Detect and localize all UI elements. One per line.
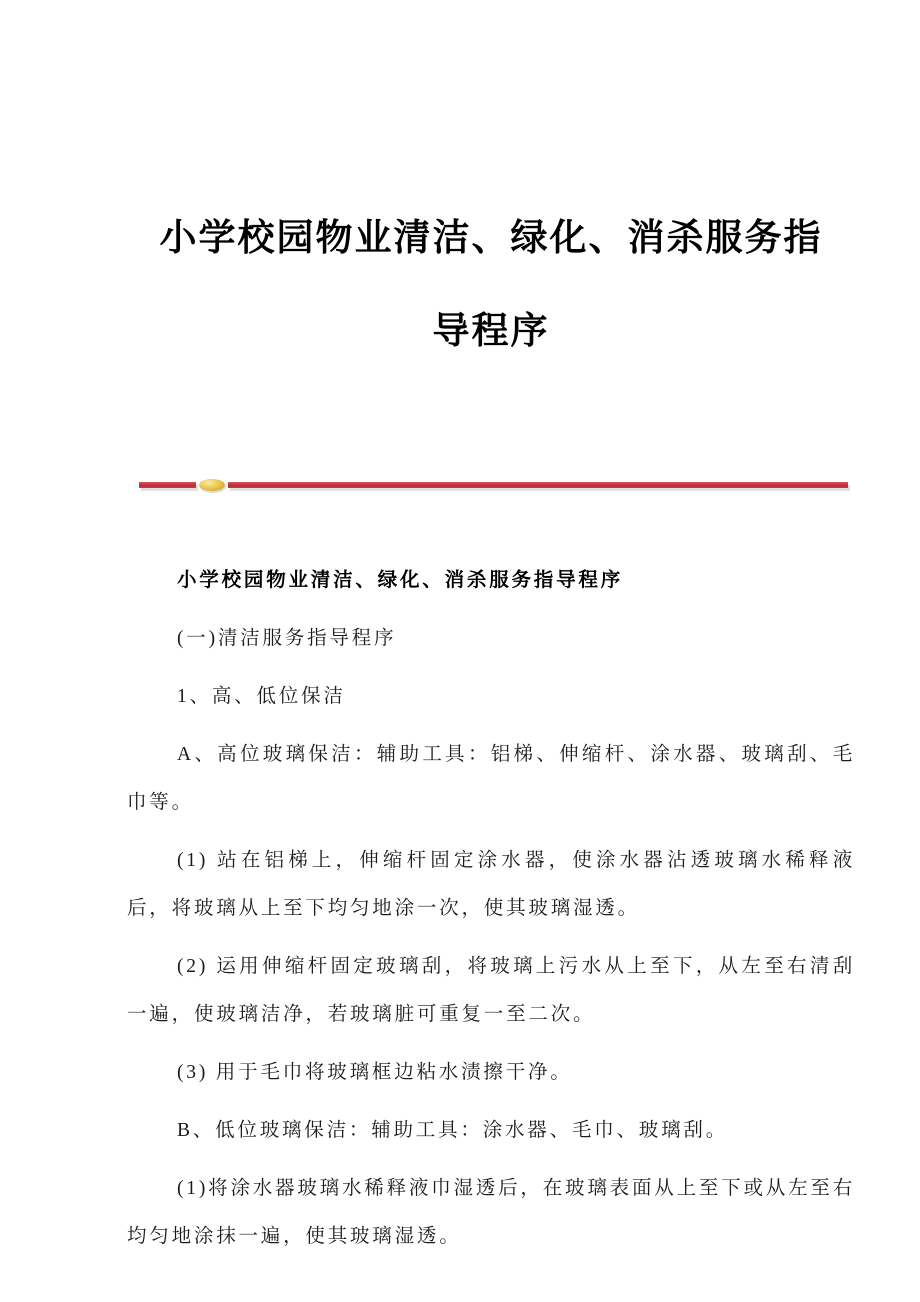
body-heading: 小学校园物业清洁、绿化、消杀服务指导程序 bbox=[177, 570, 624, 591]
item-a-high-glass-cleaning: A、高位玻璃保洁：辅助工具：铝梯、伸缩杆、涂水器、玻璃刮、毛巾等。 bbox=[127, 744, 855, 813]
step-b1: (1)将涂水器玻璃水稀释液巾湿透后，在玻璃表面从上至下或从左至右均匀地涂抹一遍，使其玻璃湿透。 bbox=[127, 1178, 855, 1247]
section-divider bbox=[127, 478, 855, 491]
step-a3: (3) 用于毛巾将玻璃框边粘水渍擦干净。 bbox=[177, 1062, 573, 1083]
title-line-2: 导程序 bbox=[432, 311, 550, 352]
document-body bbox=[127, 557, 855, 1261]
subsection-heading-high-low-cleaning: 1、高、低位保洁 bbox=[177, 686, 346, 707]
step-a1: (1) 站在铝梯上，伸缩杆固定涂水器，使涂水器沾透玻璃水稀释液后，将玻璃从上至下均匀地涂一次，使其玻璃湿透。 bbox=[127, 850, 855, 919]
section-heading-cleaning: (一)清洁服务指导程序 bbox=[177, 628, 397, 649]
item-b-low-glass-cleaning: B、低位玻璃保洁：辅助工具：涂水器、毛巾、玻璃刮。 bbox=[177, 1120, 729, 1141]
divider-ball-icon bbox=[199, 479, 225, 491]
divider-line-short bbox=[139, 482, 196, 488]
divider-line-long bbox=[228, 482, 848, 488]
title-line-1: 小学校园物业清洁、绿化、消杀服务指 bbox=[159, 218, 823, 259]
document-title bbox=[127, 192, 855, 378]
step-a2: (2) 运用伸缩杆固定玻璃刮，将玻璃上污水从上至下，从左至右清刮一遍，使玻璃洁净，若玻璃脏可重复一至二次。 bbox=[127, 956, 855, 1025]
